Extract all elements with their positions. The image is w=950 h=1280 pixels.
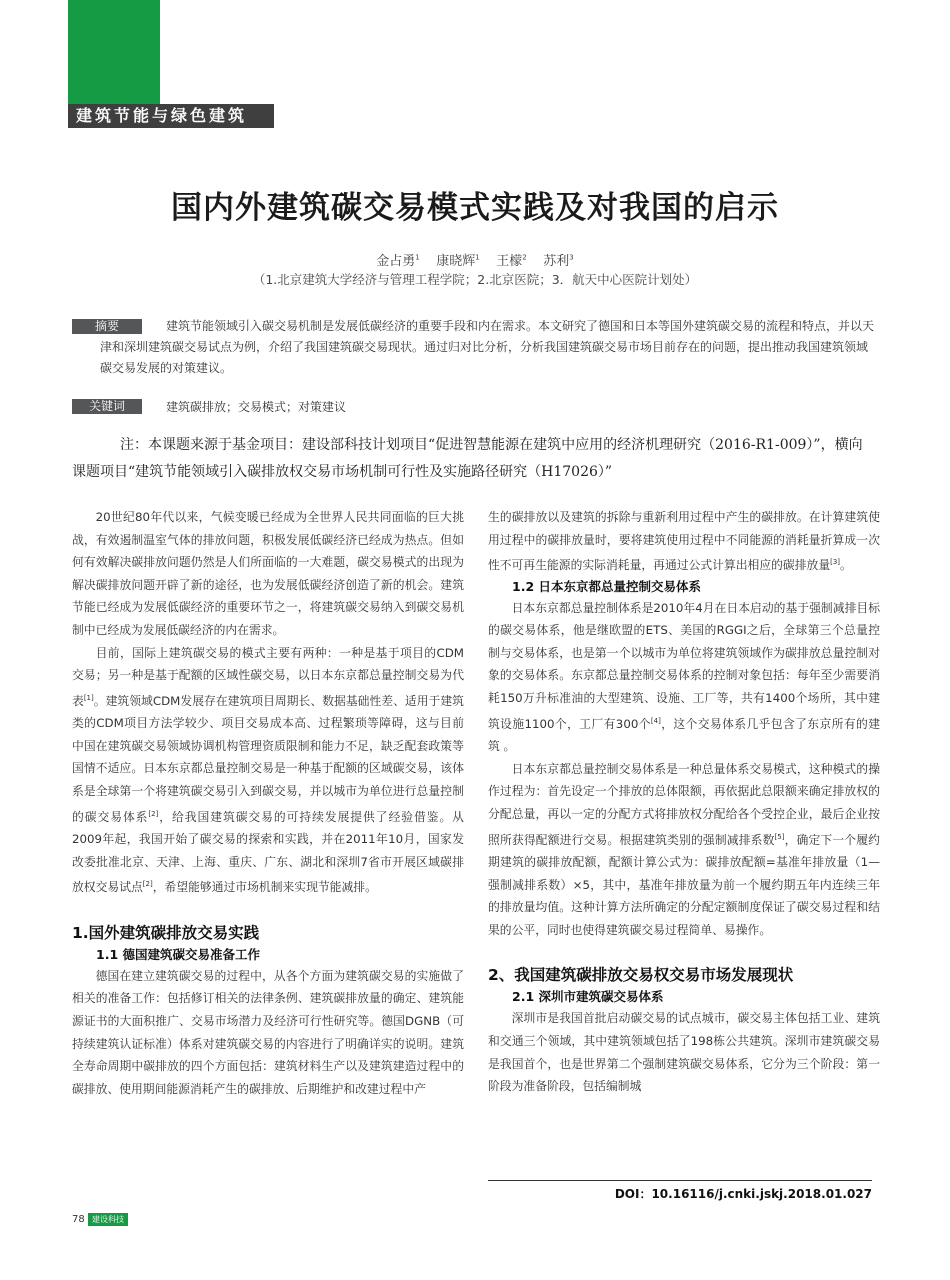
abstract-text: 建筑节能领域引入碳交易机制是发展低碳经济的重要手段和内在需求。本文研究了德国和日本等国外建筑碳交易的流程和特点，并以天津和深圳建筑碳交易试点为例，介绍了我国建筑碳交易现状。通过归对比分析，分析我国建筑碳交易市场目前存在的问题，提出推动我国建筑领域碳交易发展的对策建议。 [100,319,875,375]
citation: [2] [148,809,159,818]
section-heading: 2、我国建筑碳排放交易权交易市场发展现状 [488,966,794,985]
author-name: 金占勇 [376,254,416,269]
article-title: 国内外建筑碳交易模式实践及对我国的启示 [171,190,779,226]
author-affil-index: 2 [522,253,527,262]
left-column [72,506,464,1100]
author-name: 王檬 [496,254,523,269]
abstract-label: 摘要 [72,319,142,334]
paragraph-text: 。 [840,558,852,573]
funding-note: 注：本课题来源于基金项目：建设部科技计划项目“促进智慧能源在建筑中应用的经济机理研究（2016-R1-009）”，横向课题项目“建筑节能领域引入碳排放权交易市场机制可行性及实施路径研究（H17026）” [72,437,863,480]
paragraph-text: 日本东京都总量控制交易体系是一种总量体系交易模式，这种模式的操作过程为：首先设定一个排放的总体限额，再依据此总限额来确定排放权的分配总量，再以一定的分配方式将排放权分配给各个受控企业，最后企业按照所获得配额进行交易。根据建筑类别的强制减排系数 [488,761,880,847]
footer-rule [488,1180,872,1181]
page-number: 78 [72,1214,85,1225]
paragraph-text: 日本东京都总量控制体系是2010年4月在日本启动的基于强制减排目标的碳交易体系，他是继欧盟的ETS、美国的RGGI之后，全球第三个总量控制与交易体系，也是第一个以城市为单位将建筑领域作为碳排放总量控制对象的交易体系。东京都总量控制交易体系的控制对象包括：每年至少需要消耗150万升标准油的大型建筑、设施、工厂等，共有1400个场所，其中建筑设施1100个，工厂有300个 [488,600,880,731]
paragraph [488,506,880,577]
keywords-label: 关键词 [72,399,142,414]
section-tag: 建筑节能与绿色建筑 [68,104,274,128]
paragraph: 德国在建立建筑碳交易的过程中，从各个方面为建筑碳交易的实施做了相关的准备工作：包括修订相关的法律条例、建筑碳排放量的确定、建筑能源证书的大面积推广、交易市场潜力及经济可行性研究等。德国DGNB（可持续建筑认证标准）体系对建筑碳交易的内容进行了明确详实的说明。建筑全寿命周期中碳排放的四个方面包括：建筑材料生产以及建筑建造过程中的碳排放、使用期间能源消耗产生的碳排放、后期维护和改建过程中产 [72,968,464,1096]
paragraph: 深圳市是我国首批启动碳交易的试点城市，碳交易主体包括工业、建筑和交通三个领域，其中建筑领域包括了198栋公共建筑。深圳市建筑碳交易是我国首个，也是世界第二个强制建筑碳交易体系，它分为三个阶段：第一阶段为准备阶段，包括编制城 [488,1011,880,1094]
paragraph-text: ，给我国建筑碳交易的可持续发展提供了经验借鉴。从2009年起，我国开始了碳交易的探索和实践，并在2011年10月，国家发改委批准北京、天津、上海、重庆、广东、湖北和深圳7省市开展区域碳排放权交易试点 [72,809,464,895]
paragraph [72,642,464,899]
author-name: 苏利 [543,254,570,269]
paragraph [488,597,880,758]
author-list [0,250,950,269]
keywords-text: 建筑碳排放；交易模式；对策建议 [166,400,347,414]
paragraph-text: 目前，国际上建筑碳交易的模式主要有两种：一种是基于项目的CDM交易；另一种是基于配额的区域性碳交易，以日本东京都总量控制交易为代表 [72,645,464,708]
author-affil-index: 1 [475,253,480,262]
citation: [4] [650,716,661,725]
section-heading: 1.国外建筑碳排放交易实践 [72,923,260,942]
paragraph-text: ，确定下一个履约期建筑的碳排放配额，配额计算公式为：碳排放配额=基准年排放量（1—强制减排系数）×5，其中，基准年排放量为前一个履约期五年内连续三年的排放量均值。这种计算方法所确定的分配定额制度保证了碳交易过程和结果的公平，同时也使得建筑碳交易过程简单、易操作。 [488,832,880,937]
right-column [488,506,880,1098]
paragraph-text: 。建筑领域CDM发展存在建筑项目周期长、数据基础性差、适用于建筑类的CDM项目方法学较少、项目交易成本高、过程繁琐等障碍，这与目前中国在建筑碳交易领域协调机构管理资质限制和能力不足，缺乏配套政策等国情不适应。日本东京都总量控制交易是一种基于配额的区域碳交易，该体系是全球第一个将建筑碳交易引入到碳交易，并以城市为单位进行总量控制的碳交易体系 [72,693,464,824]
paragraph-text: ，这个交易体系几乎包含了东京所有的建筑 。 [488,716,880,754]
subsection-heading: 1.1 德国建筑碳交易准备工作 [96,946,260,962]
paragraph-text: 生的碳排放以及建筑的拆除与重新利用过程中产生的碳排放。在计算建筑使用过程中的碳排放量时，要将建筑使用过程中不同能源的消耗量折算成一次性不可再生能源的实际消耗量，再通过公式计算出相应的碳排放量 [488,510,880,573]
citation: [2] [142,880,153,889]
author-affil-index: 3 [569,253,574,262]
affiliations: （1.北京建筑大学经济与管理工程学院；2.北京医院；3．航天中心医院计划处） [252,272,698,287]
paragraph-text: ，希望能够通过市场机制来实现节能减排。 [152,880,377,895]
author-affil-index: 1 [415,253,420,262]
paragraph [488,758,880,942]
citation: [1] [83,693,94,702]
paragraph: 20世纪80年代以来，气候变暖已经成为全世界人民共同面临的巨大挑战，有效遏制温室气体的排放问题，积极发展低碳经济已经成为热点。但如何有效解决碳排放问题仍然是人们所面临的一大难题，碳交易模式的出现为解决碳排放问题开辟了新的途径，也为发展低碳经济创造了新的机会。建筑节能已经成为发展低碳经济的重要环节之一，将建筑碳交易纳入到碳交易机制中已经成为发展低碳经济的内在需求。 [72,510,464,637]
subsection-heading: 2.1 深圳市建筑碳交易体系 [512,989,664,1005]
doi-text: DOI：10.16116/j.cnki.jskj.2018.01.027 [614,1187,872,1201]
citation: [3] [830,558,841,567]
citation: [5] [774,832,785,841]
journal-badge: 建设科技 [88,1213,128,1226]
subsection-heading: 1.2 日本东京都总量控制交易体系 [512,578,701,594]
header-green-block [68,0,160,104]
author-name: 康晓辉 [436,254,476,269]
